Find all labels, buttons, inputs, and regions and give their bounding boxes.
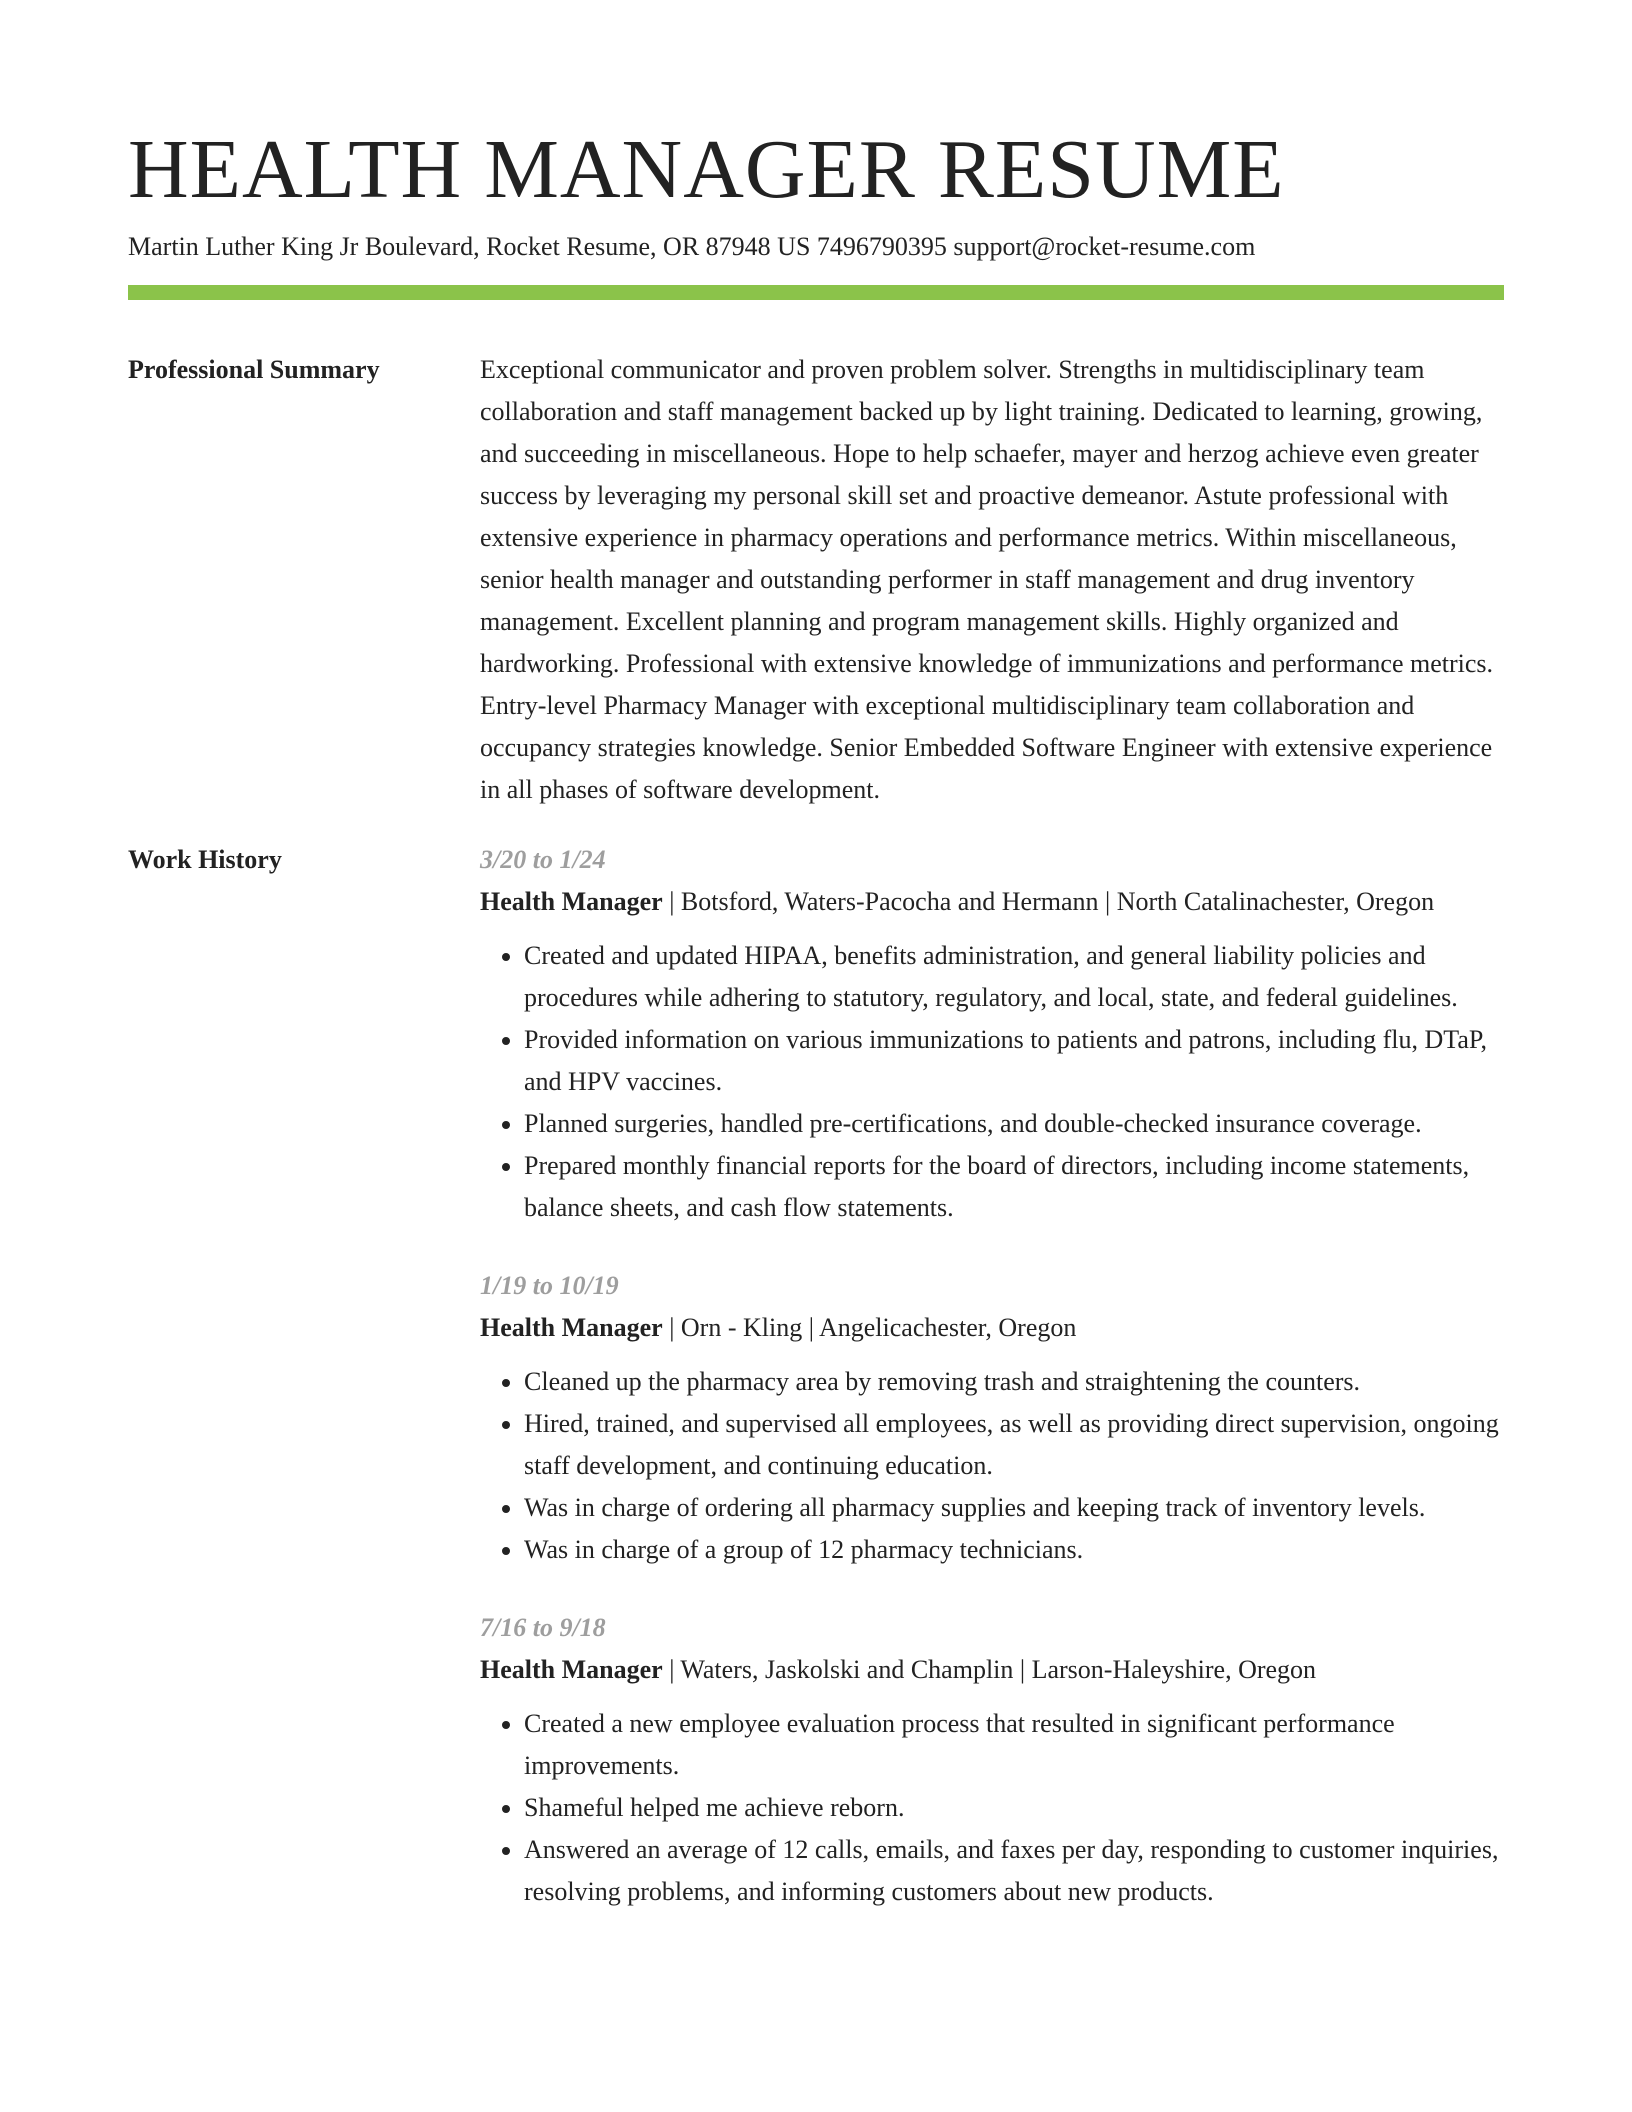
job-entry [480,1607,1504,1913]
section-label-work-history: Work History [128,845,282,874]
resume-title: HEALTH MANAGER RESUME [128,123,1285,216]
work-history-section [128,839,1504,1949]
job-dates: 1/19 to 10/19 [480,1271,619,1300]
professional-summary-section [128,349,1504,811]
job-details: | Botsford, Waters-Pacocha and Hermann | North Catalinachester, Oregon [662,887,1435,916]
job-dates: 7/16 to 9/18 [480,1613,606,1642]
job-bullet: • Cleaned up the pharmacy area by removing trash and straightening the counters. [524,1361,1504,1403]
job-details: | Waters, Jaskolski and Champlin | Larson-Haleyshire, Oregon [662,1655,1317,1684]
job-bullets [480,1361,1504,1571]
contact-line: Martin Luther King Jr Boulevard, Rocket Resume, OR 87948 US 7496790395 support@rocket-resume.com [128,232,1256,261]
job-title: Health Manager [480,887,663,916]
job-bullet: • Created and updated HIPAA, benefits administration, and general liability policies and procedures while adhering to statutory, regulatory, and local, state, and federal guidelines. [524,935,1504,1019]
job-heading [480,881,1504,923]
header-divider [128,285,1504,300]
job-bullet: • Was in charge of ordering all pharmacy supplies and keeping track of inventory levels. [524,1487,1504,1529]
resume-page [128,122,1504,1949]
job-bullet: • Answered an average of 12 calls, emails, and faxes per day, responding to customer inquiries, resolving problems, and informing customers about new products. [524,1829,1504,1913]
job-title: Health Manager [480,1313,663,1342]
job-bullets [480,1703,1504,1913]
job-entry [480,839,1504,1229]
job-entry [480,1265,1504,1571]
job-heading [480,1307,1504,1349]
job-title: Health Manager [480,1655,663,1684]
job-heading [480,1649,1504,1691]
job-bullet: • Provided information on various immunizations to patients and patrons, including flu, DTaP, and HPV vaccines. [524,1019,1504,1103]
job-details: | Orn - Kling | Angelicachester, Oregon [662,1313,1077,1342]
job-bullet: • Was in charge of a group of 12 pharmacy technicians. [524,1529,1504,1571]
job-bullet: • Shameful helped me achieve reborn. [524,1787,1504,1829]
job-bullet: • Hired, trained, and supervised all employees, as well as providing direct supervision, ongoing staff development, and continuing education. [524,1403,1504,1487]
section-label-summary: Professional Summary [128,355,380,384]
job-bullet: • Prepared monthly financial reports for the board of directors, including income statements, balance sheets, and cash flow statements. [524,1145,1504,1229]
job-bullet: • Created a new employee evaluation process that resulted in significant performance improvements. [524,1703,1504,1787]
work-history-body [480,839,1504,1949]
summary-body [480,349,1504,811]
summary-text: Exceptional communicator and proven problem solver. Strengths in multidisciplinary team collaboration and staff management backed up by light training. Dedicated to learning, growing, and succeeding in miscellaneous. Hope to help schaefer, mayer and herzog achieve even greater success by leveraging my personal skill set and proactive demeanor. Astute professional with extensive experience in pharmacy operations and performance metrics. Within miscellaneous, senior health manager and outstanding performer in staff management and drug inventory management. Excellent planning and program management skills. Highly organized and hardworking. Professional with extensive knowledge of immunizations and performance metrics. Entry-level Pharmacy Manager with exceptional multidisciplinary team collaboration and occupancy strategies knowledge. Senior Embedded Software Engineer with extensive experience in all phases of software development. [480,355,1494,804]
job-bullets [480,935,1504,1229]
job-dates: 3/20 to 1/24 [480,845,606,874]
job-bullet: • Planned surgeries, handled pre-certifications, and double-checked insurance coverage. [524,1103,1504,1145]
